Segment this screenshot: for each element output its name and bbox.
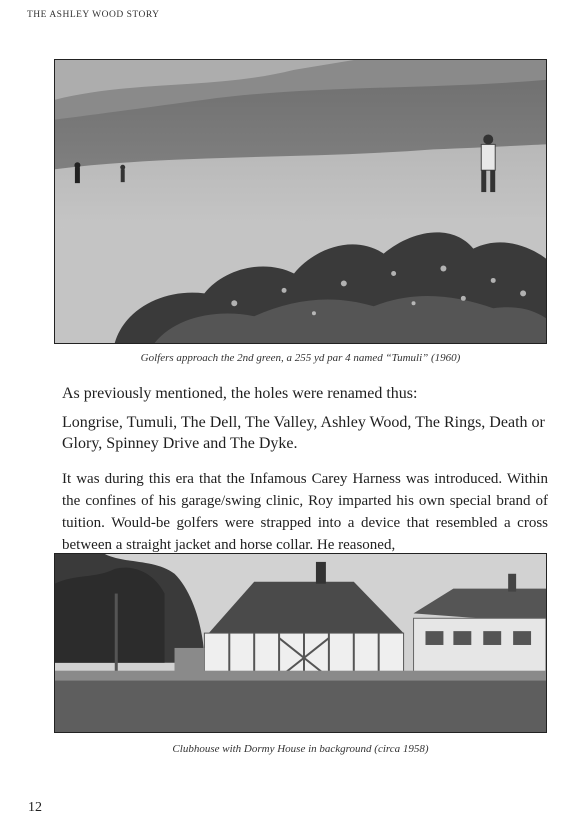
photo-caption-clubhouse: Clubhouse with Dormy House in background (circa 1958) [172, 743, 429, 755]
clubhouse-photo [54, 553, 547, 733]
golf-course-photo [54, 59, 547, 344]
running-head: THE ASHLEY WOOD STORY [27, 10, 160, 20]
paragraph-hole-names: Longrise, Tumuli, The Dell, The Valley, Ashley Wood, The Rings, Death or Glory, Spinney Drive and The Dyke. [62, 414, 545, 452]
paragraph-carey-harness: It was during this era that the Infamous Carey Harness was introduced. Within the confines of his garage/swing clinic, Roy imparted his own special brand of tuition. Would-be golfers were strapped into a device that resembled a cross between a straight jacket and horse collar. He reasoned, [62, 471, 548, 553]
photo-caption-golf: Golfers approach the 2nd green, a 255 yd par 4 named “Tumuli” (1960) [140, 352, 461, 364]
page-number: 12 [28, 800, 42, 815]
paragraph-intro: As previously mentioned, the holes were renamed thus: [62, 385, 418, 402]
